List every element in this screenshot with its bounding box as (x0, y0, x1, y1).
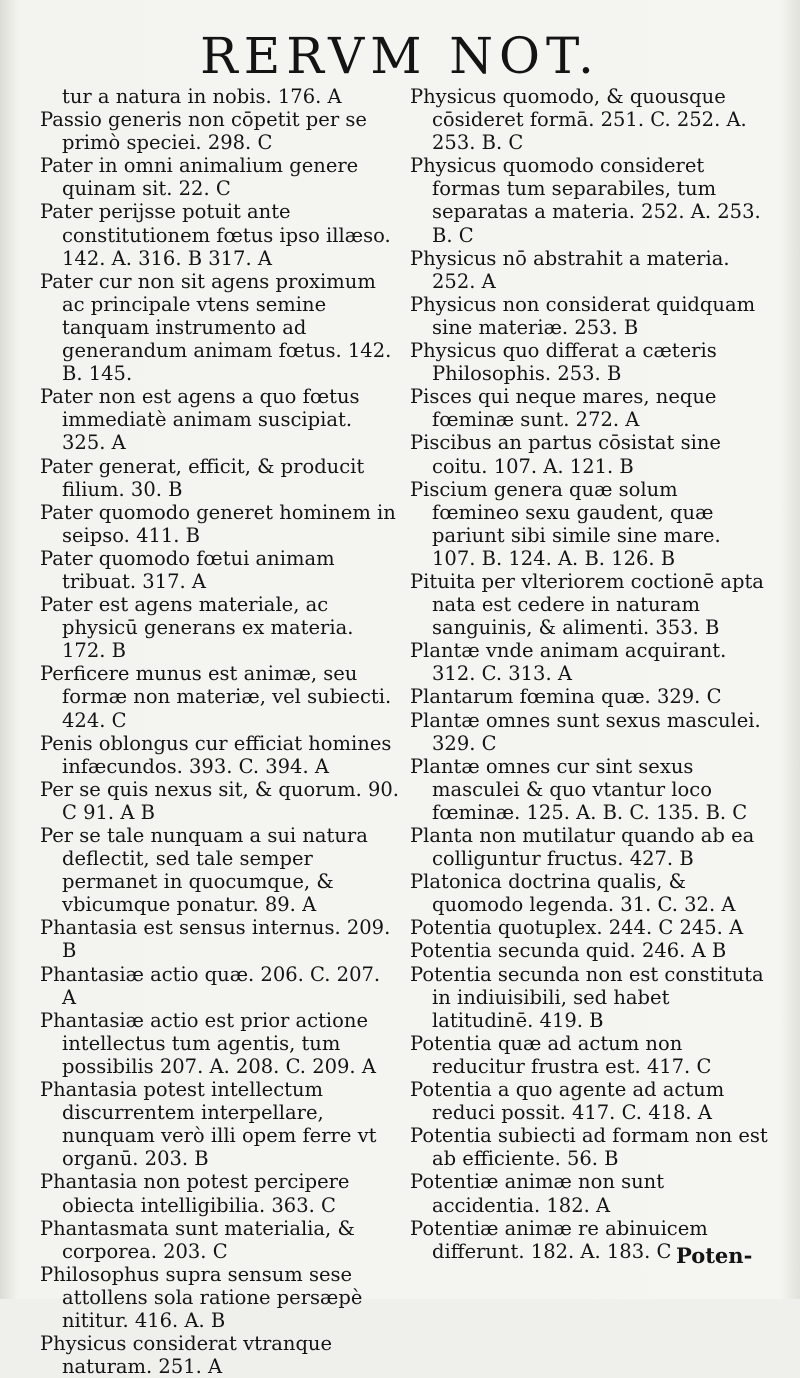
index-entry: Pisces qui neque mares, neque fœminæ sunt. 272. A (410, 385, 717, 432)
index-entry: Pater quomodo generet hominem in seipso. 411. B (40, 500, 396, 547)
index-column-left (40, 85, 400, 1378)
running-header: RERVM NOT. (200, 27, 600, 85)
index-entry: Pater perijsse potuit ante constitutionem fœtus ipso illæso. 142. A. 316. B 317. A (40, 200, 391, 270)
index-entry: Phantasiæ actio est prior actione intellectus tum agentis, tum possibilis 207. A. 208. C. 209. A (40, 1008, 376, 1078)
index-entry: Plantæ omnes cur sint sexus masculei & quo vtantur loco fœminæ. 125. A. B. C. 135. B. C (410, 754, 748, 824)
index-entry: Platonica doctrina qualis, & quomodo legenda. 31. C. 32. A (410, 870, 736, 917)
index-entry: Per se quis nexus sit, & quorum. 90. C 91. A B (40, 777, 399, 824)
index-entry: Pater non est agens a quo fœtus immediatè animam suscipiat. 325. A (40, 385, 360, 455)
index-entry: Physicus considerat vtranque naturam. 251. A (40, 1332, 333, 1378)
index-entry: Perficere munus est animæ, seu formæ non materiæ, vel subiecti. 424. C (40, 662, 392, 732)
index-entry: Pater cur non sit agens proximum ac principale vtens semine tanquam instrumento ad generandum animam fœtus. 142. B. 145. (40, 269, 392, 386)
index-entry: Pituita per vlteriorem coctionē apta nata est cedere in naturam sanguinis, & alimenti. 353. B (410, 569, 764, 640)
index-entry: Physicus quo differat a cæteris Philosophis. 253. B (410, 339, 717, 386)
index-entry: Physicus nō abstrahit a materia. 252. A (410, 246, 730, 293)
index-entry: Passio generis non cōpetit per se primò speciei. 298. C (40, 108, 367, 155)
index-entry: Plantæ vnde animam acquirant. 312. C. 313. A (410, 639, 727, 686)
index-entry: Physicus quomodo consideret formas tum separabiles, tum separatas a materia. 252. A. 253. B. C (410, 154, 761, 247)
index-entry: Planta non mutilatur quando ab ea colliguntur fructus. 427. B (410, 824, 755, 871)
index-entry: Pater quomodo fœtui animam tribuat. 317. A (40, 546, 335, 593)
index-entry: Phantasia est sensus internus. 209. B (40, 916, 391, 963)
index-entry: Philosophus supra sensum sese attollens sola ratione persæpè nititur. 416. A. B (40, 1262, 363, 1332)
index-entry: Potentia subiecti ad formam non est ab efficiente. 56. B (410, 1124, 768, 1171)
index-entry: Potentia secunda quid. 246. A B (410, 939, 727, 963)
index-entry: Phantasiæ actio quæ. 206. C. 207. A (40, 962, 381, 1009)
index-entry: Potentia quotuplex. 244. C 245. A (410, 916, 744, 940)
index-entry: Piscium genera quæ solum fœmineo sexu gaudent, quæ pariunt sibi simile sine mare. 107. B. 124. A. B. 126. B (410, 477, 721, 570)
catchword: Poten- (676, 1243, 753, 1268)
index-entry: Pater generat, efficit, & producit filium. 30. B (40, 454, 365, 501)
index-entry: Plantarum fœmina quæ. 329. C (410, 685, 722, 709)
index-entry: Potentia secunda non est constituta in indiuisibili, sed habet latitudinē. 419. B (410, 962, 764, 1032)
index-entry: Penis oblongus cur efficiat homines infæcundos. 393. C. 394. A (40, 731, 392, 778)
index-entry: Physicus quomodo, & quousque cōsideret formā. 251. C. 252. A. 253. B. C (410, 85, 747, 155)
index-column-right (410, 85, 770, 1263)
index-entry: Pater in omni animalium genere quinam sit. 22. C (40, 154, 359, 201)
index-entry: Per se tale nunquam a sui natura deflectit, sed tale semper permanet in quocumque, & vbicumque ponatur. 89. A (40, 824, 368, 917)
index-entry: Potentiæ animæ non sunt accidentia. 182. A (410, 1170, 665, 1217)
index-entry: Physicus non considerat quidquam sine materiæ. 253. B (410, 292, 756, 339)
index-entry: Potentiæ animæ re abinuicem differunt. 182. A. 183. C (410, 1216, 708, 1263)
index-entry: Plantæ omnes sunt sexus masculei. 329. C (410, 708, 761, 755)
index-entry: Phantasia potest intellectum discurrentem interpellare, nunquam verò illi opem ferre vt organū. 203. B (40, 1078, 377, 1171)
index-entry: Phantasmata sunt materialia, & corporea. 203. C (40, 1216, 355, 1263)
index-entry: Potentia quæ ad actum non reducitur frustra est. 417. C (410, 1031, 712, 1078)
index-entry: Phantasia non potest percipere obiecta intelligibilia. 363. C (40, 1170, 350, 1217)
index-entry: Potentia a quo agente ad actum reduci possit. 417. C. 418. A (410, 1078, 725, 1125)
index-entry: tur a natura in nobis. 176. A (62, 85, 342, 108)
index-entry: Piscibus an partus cōsistat sine coitu. 107. A. 121. B (410, 431, 721, 478)
index-entry: Pater est agens materiale, ac physicū generans ex materia. 172. B (40, 593, 354, 663)
